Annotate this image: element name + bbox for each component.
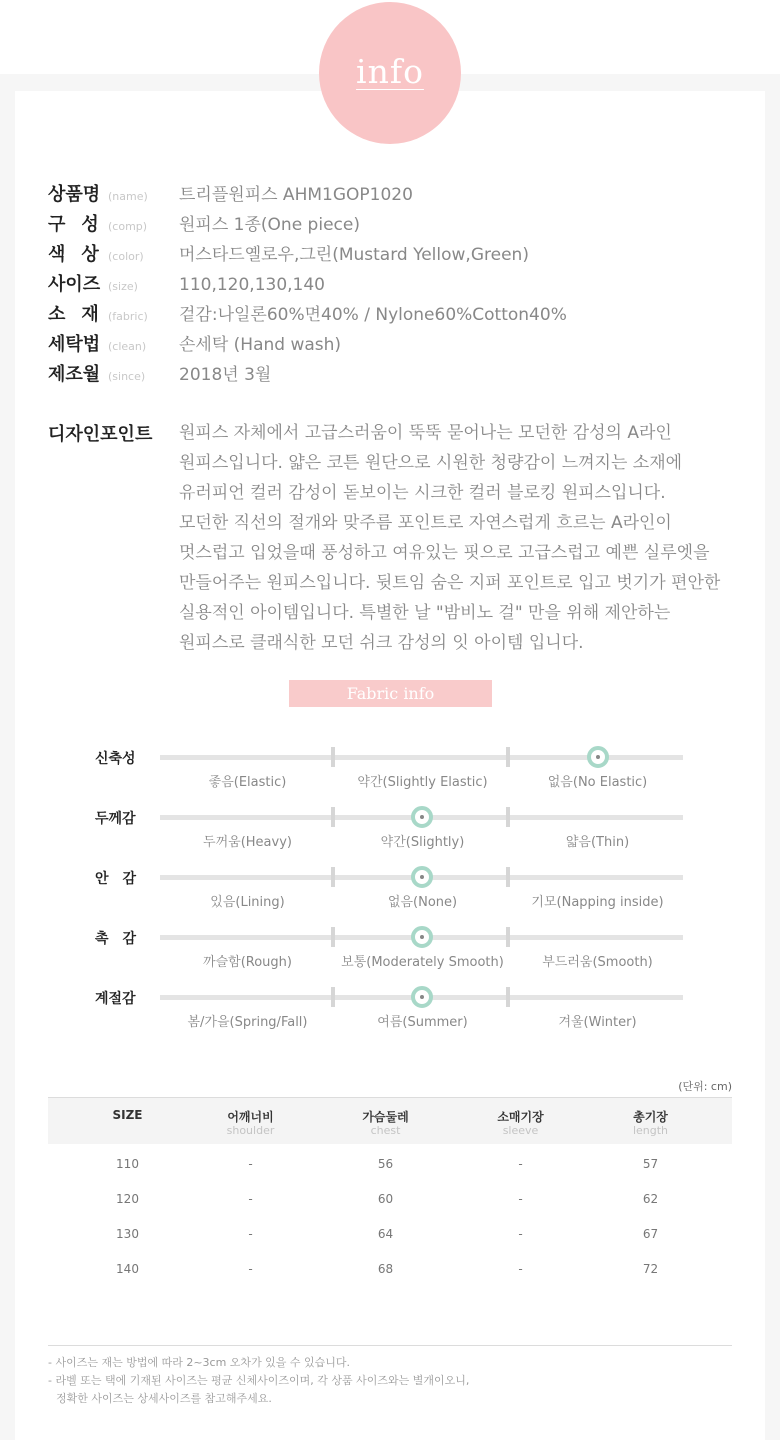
scale-option: 두꺼움(Heavy)	[203, 835, 292, 850]
size-note: 정확한 사이즈는 상세사이즈를 참고해주세요.	[56, 1392, 272, 1405]
table-cell: 140	[116, 1262, 139, 1276]
fabric-info-title: Fabric info	[289, 680, 492, 707]
design-point-label: 디자인포인트	[48, 424, 153, 445]
table-column-header	[318, 1108, 453, 1137]
unit-note: (단위: cm)	[678, 1080, 732, 1093]
size-note: - 라벨 또는 택에 기재된 사이즈는 평균 신체사이즈이며, 각 상품 사이즈와는 별개이오니,	[48, 1374, 470, 1387]
column-header-label: 어깨너비	[227, 1110, 274, 1124]
spec-label: 세탁법	[48, 334, 101, 355]
scale-option: 약간(Slightly Elastic)	[357, 775, 488, 790]
scale-option: 있음(Lining)	[210, 895, 285, 910]
spec-row-comp	[48, 210, 360, 234]
column-header-label: 총기장	[633, 1110, 668, 1124]
design-point-line: 모던한 직선의 절개와 맞주름 포인트로 자연스럽게 흐르는 A라인이	[179, 513, 672, 533]
scale-label-lining: 안감	[95, 871, 151, 887]
scale-tick	[331, 987, 335, 1007]
scale-option: 좋음(Elastic)	[208, 775, 287, 790]
spec-value: 2018년 3월	[179, 365, 272, 385]
scale-selected-marker	[411, 986, 433, 1008]
scale-option: 보통(Moderately Smooth)	[341, 955, 504, 970]
table-column-header	[60, 1108, 195, 1122]
scale-selected-marker	[411, 866, 433, 888]
info-badge-text: info	[356, 52, 424, 91]
spec-label-en: (size)	[108, 280, 138, 293]
design-point-line: 원피스로 클래식한 모던 쉬크 감성의 잇 아이템 입니다.	[179, 633, 584, 653]
table-cell: -	[248, 1192, 253, 1206]
scale-tick	[506, 867, 510, 887]
spec-value: 트리플원피스 AHM1GOP1020	[179, 185, 413, 205]
table-cell: 62	[642, 1192, 659, 1206]
spec-label-en: (fabric)	[108, 310, 148, 323]
table-cell: 56	[377, 1157, 394, 1171]
spec-value: 손세탁 (Hand wash)	[179, 335, 342, 355]
spec-label-en: (color)	[108, 250, 144, 263]
table-cell: -	[518, 1262, 523, 1276]
column-header-label: 소매기장	[497, 1110, 544, 1124]
column-header-sublabel: chest	[370, 1124, 401, 1137]
scale-tick	[506, 927, 510, 947]
table-cell: -	[248, 1262, 253, 1276]
column-header-sublabel: sleeve	[502, 1124, 539, 1137]
spec-value: 원피스 1종(One piece)	[179, 215, 360, 235]
scale-option: 없음(No Elastic)	[547, 775, 648, 790]
scale-selected-marker	[587, 746, 609, 768]
design-point-line: 유러피언 컬러 감성이 돋보이는 시크한 컬러 블로킹 원피스입니다.	[179, 483, 666, 503]
scale-label-season: 계절감	[95, 991, 136, 1007]
table-cell: 72	[642, 1262, 659, 1276]
scale-label-elasticity: 신축성	[95, 751, 136, 767]
scale-tick	[331, 867, 335, 887]
column-header-label: 가슴둘레	[362, 1110, 409, 1124]
spec-row-fabric	[48, 300, 567, 324]
spec-label: 제조월	[48, 364, 101, 385]
spec-label: 사이즈	[48, 274, 101, 295]
spec-label: 색상	[48, 244, 115, 265]
notes-divider	[48, 1345, 732, 1346]
column-header-label: SIZE	[112, 1108, 143, 1122]
table-column-header	[453, 1108, 588, 1137]
table-cell: -	[248, 1157, 253, 1171]
scale-option: 얇음(Thin)	[565, 835, 630, 850]
table-cell: 60	[377, 1192, 394, 1206]
table-cell: -	[248, 1227, 253, 1241]
design-point-line: 실용적인 아이템입니다. 특별한 날 "밤비노 걸" 만을 위해 제안하는	[179, 603, 671, 623]
scale-option: 겨울(Winter)	[558, 1015, 637, 1030]
scale-option: 약간(Slightly)	[380, 835, 465, 850]
spec-row-name	[48, 180, 413, 204]
spec-value: 머스타드옐로우,그린(Mustard Yellow,Green)	[179, 245, 529, 265]
table-cell: 67	[642, 1227, 659, 1241]
table-cell: -	[518, 1157, 523, 1171]
design-point-line: 원피스입니다. 얇은 코튼 원단으로 시원한 청량감이 느껴지는 소재에	[179, 453, 683, 473]
design-point-text	[179, 418, 771, 658]
scale-tick	[331, 927, 335, 947]
design-point-line: 멋스럽고 입었을때 풍성하고 여유있는 핏으로 고급스럽고 예쁜 실루엣을	[179, 543, 710, 563]
table-column-header	[583, 1108, 718, 1137]
column-header-sublabel: shoulder	[226, 1124, 275, 1137]
table-cell: 110	[116, 1157, 139, 1171]
scale-option: 기모(Napping inside)	[531, 895, 664, 910]
table-cell: 68	[377, 1262, 394, 1276]
scale-option: 여름(Summer)	[377, 1015, 468, 1030]
spec-label-en: (since)	[108, 370, 146, 383]
scale-tick	[331, 747, 335, 767]
spec-label-en: (name)	[108, 190, 148, 203]
scale-tick	[506, 987, 510, 1007]
spec-row-since	[48, 360, 271, 384]
scale-option: 까슬함(Rough)	[203, 955, 292, 970]
table-cell: -	[518, 1227, 523, 1241]
spec-label: 소재	[48, 304, 115, 325]
spec-label: 구성	[48, 214, 115, 235]
spec-row-size	[48, 270, 325, 294]
table-cell: 130	[116, 1227, 139, 1241]
scale-selected-marker	[411, 806, 433, 828]
table-cell: -	[518, 1192, 523, 1206]
scale-option: 없음(None)	[387, 895, 458, 910]
spec-row-clean	[48, 330, 341, 354]
scale-label-texture: 촉감	[95, 931, 151, 947]
column-header-sublabel: length	[632, 1124, 669, 1137]
spec-value: 110,120,130,140	[179, 275, 326, 295]
table-cell: 57	[642, 1157, 659, 1171]
spec-label-en: (comp)	[108, 220, 148, 233]
size-note: - 사이즈는 재는 방법에 따라 2~3cm 오차가 있을 수 있습니다.	[48, 1356, 351, 1369]
scale-tick	[506, 747, 510, 767]
scale-tick	[506, 807, 510, 827]
spec-label: 상품명	[48, 184, 101, 205]
spec-row-color	[48, 240, 529, 264]
spec-label-en: (clean)	[108, 340, 147, 353]
scale-tick	[331, 807, 335, 827]
design-point-line: 만들어주는 원피스입니다. 뒷트임 숨은 지퍼 포인트로 입고 벗기가 편안한	[179, 573, 721, 593]
spec-value: 겉감:나일론60%면40% / Nylone60%Cotton40%	[179, 305, 567, 325]
table-column-header	[183, 1108, 318, 1137]
table-cell: 120	[116, 1192, 139, 1206]
design-point-line: 원피스 자체에서 고급스러움이 뚝뚝 묻어나는 모던한 감성의 A라인	[179, 423, 672, 443]
scale-selected-marker	[411, 926, 433, 948]
table-cell: 64	[377, 1227, 394, 1241]
scale-option: 봄/가을(Spring/Fall)	[187, 1015, 308, 1030]
scale-option: 부드러움(Smooth)	[542, 955, 653, 970]
scale-label-thickness: 두께감	[95, 811, 136, 827]
